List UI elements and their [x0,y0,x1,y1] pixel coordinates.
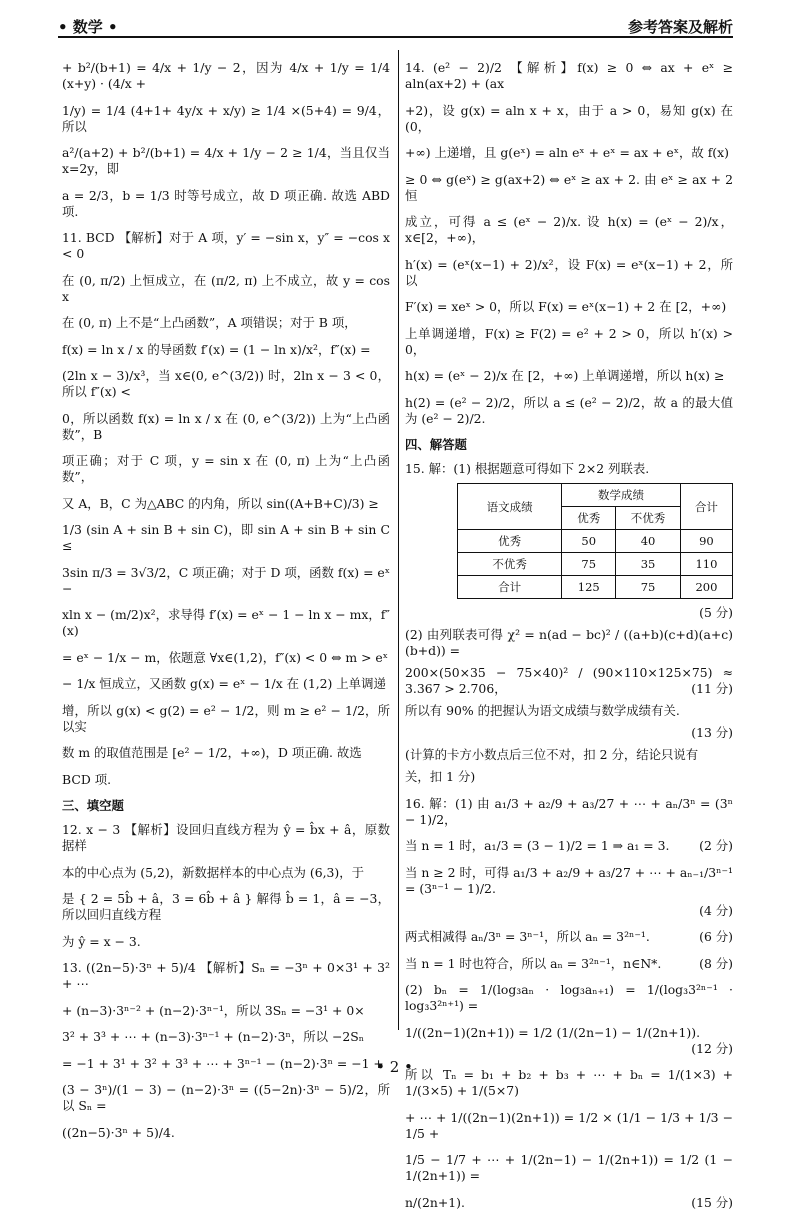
table-cell: 优秀 [458,530,562,553]
text-line [405,1025,733,1057]
right-column [405,60,733,1221]
table-cell: 35 [616,553,681,576]
score-mark: (6 分) [699,929,733,944]
text-line [405,1110,733,1142]
text-line: 所以有 90% 的把握认为语文成绩与数学成绩有关. [405,703,680,718]
text-line: 上单调递增，F(x) ≥ F(2) = e² + 2 > 0，所以 h′(x) > 0， [405,325,733,357]
table-group-header: 数学成绩 [562,484,681,507]
line-text: (2) bₙ = 1/(log₃aₙ · log₃aₙ₊₁) = 1/(log₃3²ⁿ⁻¹ · log₃3²ⁿ⁺¹) = [405,982,733,1013]
table-cell: 200 [680,576,732,599]
score-mark: (4 分) [699,902,733,918]
table-cell: 50 [562,530,616,553]
text-line: h(2) = (e² − 2)/2，所以 a ≤ (e² − 2)/2，故 a 的最大值为 (e² − 2)/2. [405,394,733,426]
text-line: f(x) = ln x / x 的导函数 f′(x) = (1 − ln x)/x²，f″(x) = [62,341,371,357]
section-heading: 三、填空题 [62,798,124,813]
text-line: +2)，设 g(x) = aln x + x，由于 a > 0，易知 g(x) 在 (0， [405,102,733,134]
score-mark: (15 分) [691,1194,733,1210]
text-line: xln x − (m/2)x²，求导得 f′(x) = eˣ − 1 − ln x − mx，f″(x) [62,607,390,638]
text-line [405,1152,733,1184]
text-line [405,903,733,919]
text-line: a = 2/3，b = 1/3 时等号成立，故 D 项正确. 故选 ABD 项. [62,187,390,219]
table-row [458,553,733,576]
table-cell: 合计 [458,576,562,599]
table-cell: 90 [680,530,732,553]
header-title: 参考答案及解析 [627,18,733,36]
table-cell: 不优秀 [458,553,562,576]
text-line: h(x) = (eˣ − 2)/x 在 [2，+∞) 上单调递增，所以 h(x) ≥ [405,368,725,383]
text-line: 1/3 (sin A + sin B + sin C)，即 sin A + sin B + sin C ≤ [62,522,390,553]
text-line: 数 m 的取值范围是 [e² − 1/2，+∞)，D 项正确. 故选 [62,745,362,760]
line-text: n/(2n+1). [405,1194,465,1210]
text-line: F′(x) = xeˣ > 0，所以 F(x) = eˣ(x−1) + 2 在 [2，+∞) [405,299,727,314]
left-column [62,60,390,1151]
text-line: + (n−3)·3ⁿ⁻² + (n−2)·3ⁿ⁻¹，所以 3Sₙ = −3¹ + 0× [62,1002,365,1018]
text-line: + b²/(b+1) = 4/x + 1/y − 2，因为 4/x + 1/y = 1/4 (x+y) · (4/x + [62,60,390,91]
text-line: 本的中心点为 (5,2)，新数据样本的中心点为 (6,3)，于 [62,864,365,880]
text-line: ≥ 0 ⇔ g(eˣ) ≥ g(ax+2) ⇔ eˣ ≥ ax + 2. 由 eˣ ≥ ax + 2 恒 [405,171,733,203]
line-text: 当 n ≥ 2 时，可得 a₁/3 + a₂/9 + a₃/27 + ⋯ + aₙ₋₁/3ⁿ⁻¹ = (3ⁿ⁻¹ − 1)/2. [405,864,733,896]
text-line: BCD 项. [62,771,112,787]
text-line: 成立，可得 a ≤ (eˣ − 2)/x. 设 h(x) = (eˣ − 2)/x，x∈[2，+∞)， [405,214,733,245]
page-number: • 2 • [376,1058,413,1076]
q16-line [405,796,733,828]
text-line: (3 − 3ⁿ)/(1 − 3) − (n−2)·3ⁿ = ((5−2n)·3ⁿ − 5)/2，所以 Sₙ = [62,1082,390,1113]
text-line [405,665,733,697]
text-line: (2ln x − 3)/x³，当 x∈(0, e^(3/2)) 时，2ln x − 3 < 0，所以 f″(x) < [62,368,390,399]
table-cell: 125 [562,576,616,599]
text-line: 是 { 2 = 5b̂ + â，3 = 6b̂ + â } 解得 b̂ = 1，â = −3，所以回归直线方程 [62,891,390,922]
line-text: 1/((2n−1)(2n+1)) = 1/2 (1/(2n−1) − 1/(2n+1)). [405,1024,701,1040]
text-line: h′(x) = (eˣ(x−1) + 2)/x²，设 F(x) = eˣ(x−1) + 2，所以 [405,256,733,288]
score-mark: (11 分) [691,681,733,696]
q11-line: 11. BCD 【解析】对于 A 项，y′ = −sin x，y″ = −cos x < 0 [62,230,390,261]
text-line: ((2n−5)·3ⁿ + 5)/4. [62,1124,175,1140]
line-text: 所以 Tₙ = b₁ + b₂ + b₃ + ⋯ + bₙ = 1/(1×3) + 1/(3×5) + 1/(5×7) [405,1067,733,1098]
score-mark: (2 分) [699,838,733,853]
column-divider [398,50,399,1030]
text-line: 项正确；对于 C 项，y = sin x 在 (0, π) 上为“上凸函数”， [62,453,390,484]
text-line: 又 A，B，C 为△ABC 的内角，所以 sin((A+B+C)/3) ≥ [62,495,379,511]
text-line: (2) 由列联表可得 χ² = n(ad − bc)² / ((a+b)(c+d)(a+c)(b+d)) = [405,627,733,658]
header-subject: • 数学 • [58,18,118,36]
line-text: 两式相减得 aₙ/3ⁿ = 3ⁿ⁻¹，所以 aₙ = 3²ⁿ⁻¹. [405,929,650,944]
text-line: a²/(a+2) + b²/(b+1) = 4/x + 1/y − 2 ≥ 1/4，当且仅当 x=2y，即 [62,145,390,176]
table-cell: 110 [680,553,732,576]
text-line: 为 ŷ = x − 3. [62,933,141,949]
text-line: 3² + 3³ + ⋯ + (n−3)·3ⁿ⁻¹ + (n−2)·3ⁿ，所以 −2Sₙ [62,1029,365,1044]
score-mark: (5 分) [699,605,733,620]
section-heading: 四、解答题 [405,437,467,452]
text-line: 0，所以函数 f(x) = ln x / x 在 (0, e^(3/2)) 上为“上凸函数”，B [62,410,390,442]
text-line [405,982,733,1014]
line-text: + ⋯ + 1/((2n−1)(2n+1)) = 1/2 × (1/1 − 1/3 + 1/3 − 1/5 + [405,1109,733,1141]
text-line: 3sin π/3 = 3√3/2，C 项正确；对于 D 项，函数 f(x) = eˣ − [62,564,390,596]
text-line: 1/y) = 1/4 (4+1+ 4y/x + x/y) ≥ 1/4 ×(5+4) = 9/4，所以 [62,102,390,134]
text-line: = eˣ − 1/x − m，依题意 ∀x∈(1,2)，f″(x) < 0 ⇔ m > eˣ [62,649,388,665]
page-header [58,8,733,38]
table-cell: 75 [562,553,616,576]
text-line [405,838,733,854]
table-row [458,530,733,553]
table-row [458,576,733,599]
score-mark: (13 分) [691,725,733,740]
table-sub-header: 不优秀 [616,507,681,530]
line-text: 1/5 − 1/7 + ⋯ + 1/(2n−1) − 1/(2n+1)) = 1/2 (1 − 1/(2n+1)) = [405,1152,733,1183]
line-text: 16. 解：(1) 由 a₁/3 + a₂/9 + a₃/27 + ⋯ + aₙ/3ⁿ = (3ⁿ − 1)/2， [405,795,733,827]
text-line: 增，所以 g(x) < g(2) = e² − 1/2，则 m ≥ e² − 1/2，所以实 [62,702,390,734]
line-text: 当 n = 1 时，a₁/3 = (3 − 1)/2 = 1 ⇒ a₁ = 3. [405,838,670,853]
text-line: 在 (0, π) 上不是“上凸函数”，A 项错误；对于 B 项， [62,315,357,330]
score-mark: (8 分) [699,955,733,971]
text-line [405,865,733,897]
q13-line: 13. ((2n−5)·3ⁿ + 5)/4 【解析】Sₙ = −3ⁿ + 0×3¹ + 3² + ⋯ [62,960,390,991]
header-rule [58,36,733,38]
score-mark: (12 分) [691,1040,733,1056]
line-text: 当 n = 1 时也符合，所以 aₙ = 3²ⁿ⁻¹，n∈N*. [405,955,662,971]
contingency-table [457,483,733,599]
text-line [405,956,733,972]
text-line: (计算的卡方小数点后三位不对，扣 2 分，结论只说有 [405,747,699,762]
q15-intro: 15. 解：(1) 根据题意可得如下 2×2 列联表. [405,461,650,476]
table-sub-header: 优秀 [562,507,616,530]
table-corner: 语文成绩 [458,484,562,530]
text-line: +∞) 上递增，且 g(eˣ) = aln eˣ + eˣ = ax + eˣ，故 f(x) [405,145,729,160]
table-total-header: 合计 [680,484,732,530]
q12-line: 12. x − 3 【解析】设回归直线方程为 ŷ = b̂x + â，原数据样 [62,822,390,853]
formula: 200×(50×35 − 75×40)² / (90×110×125×75) ≈ 3.367 > 2.706， [405,665,733,696]
text-line: − 1/x 恒成立，又函数 g(x) = eˣ − 1/x 在 (1,2) 上单调递 [62,676,386,691]
text-line [405,929,733,945]
table-cell: 40 [616,530,681,553]
text-line: = −1 + 3¹ + 3² + 3³ + ⋯ + 3ⁿ⁻¹ − (n−2)·3ⁿ = −1 + [62,1055,384,1071]
text-line [405,1195,733,1211]
text-line: 在 (0, π/2) 上恒成立，在 (π/2, π) 上不成立，故 y = cos x [62,272,390,304]
q14-line: 14. (e² − 2)/2 【解析】f(x) ≥ 0 ⇔ ax + eˣ ≥ aln(ax+2) + (ax [405,60,733,91]
text-line: 关，扣 1 分) [405,769,476,784]
table-cell: 75 [616,576,681,599]
